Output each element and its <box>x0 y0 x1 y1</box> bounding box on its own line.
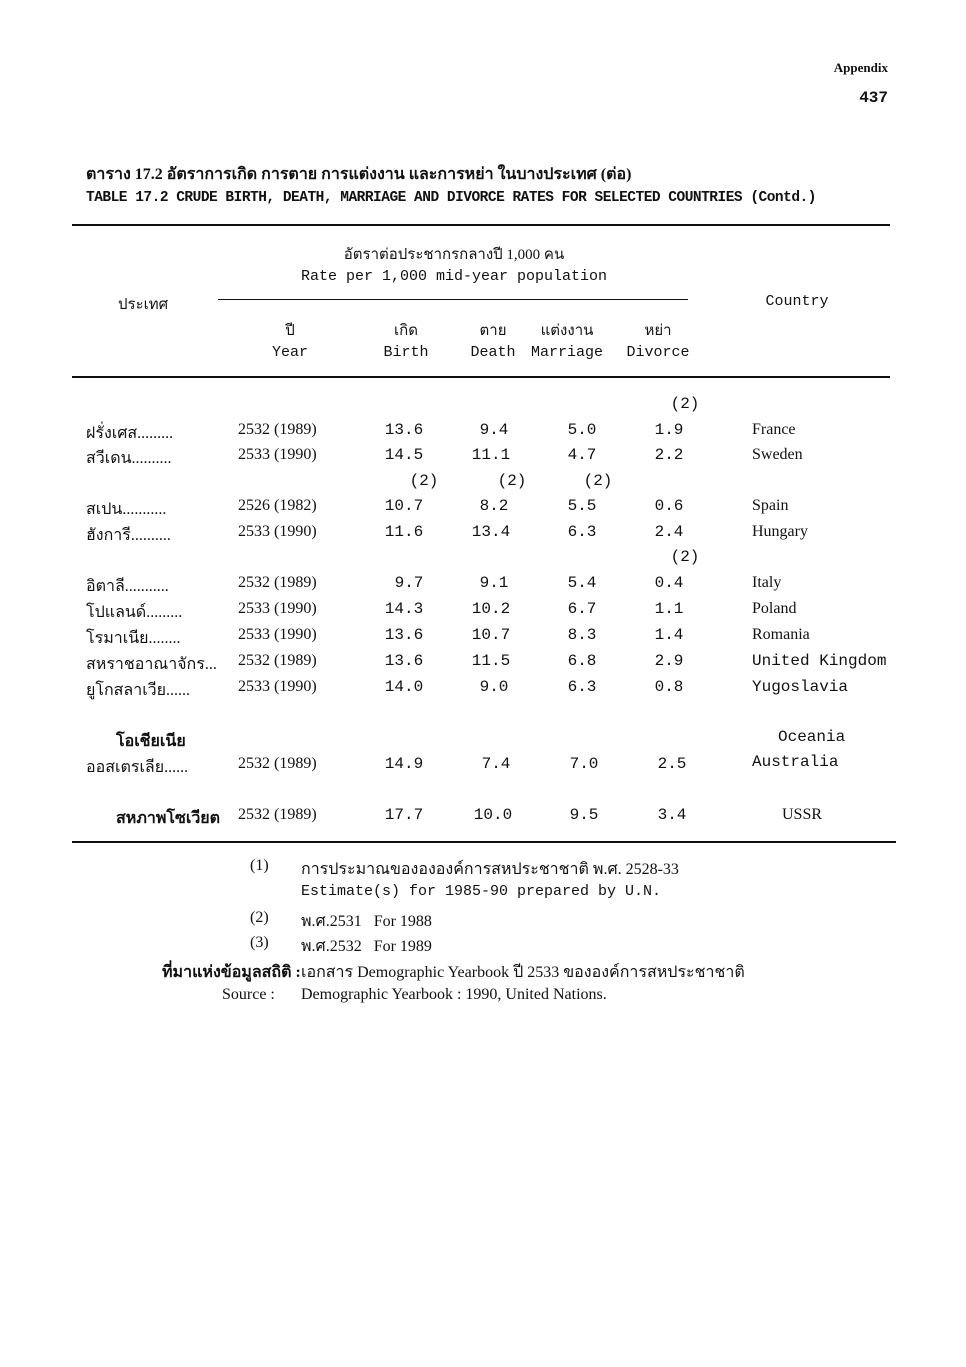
row-year: 2526 (1982) <box>238 497 317 514</box>
row-birth: 14.3 <box>384 600 424 618</box>
row-divorce: 1.1 <box>654 600 684 618</box>
note-mark: (2) <box>409 472 439 490</box>
row-birth: 13.6 <box>384 626 424 644</box>
row-country-thai: ฝรั่งเศส......... <box>86 425 174 442</box>
row-country-english: Sweden <box>752 446 803 463</box>
source-text-english: Demographic Yearbook : 1990, United Nations. <box>301 986 607 1003</box>
row-death: 11.1 <box>471 446 511 464</box>
row-marriage: 5.4 <box>567 574 597 592</box>
footnote-text: Estimate(s) for 1985-90 prepared by U.N. <box>301 883 662 900</box>
row-birth: 11.6 <box>384 523 424 541</box>
row-country-thai: โรมาเนีย........ <box>86 630 181 647</box>
region-label-thai: โอเชียเนีย <box>116 733 186 750</box>
row-year: 2532 (1989) <box>238 421 317 438</box>
col-year-english: Year <box>271 344 309 361</box>
row-country-english: France <box>752 421 796 438</box>
row-marriage: 9.5 <box>569 806 599 824</box>
row-marriage: 5.0 <box>567 421 597 439</box>
note-mark: (2) <box>497 472 527 490</box>
section-label: Appendix <box>833 60 888 75</box>
footnote-text: พ.ศ.2532 For 1989 <box>301 938 432 955</box>
row-birth: 14.0 <box>384 678 424 696</box>
row-country-english: United Kingdom <box>752 652 887 670</box>
table-title-english: TABLE 17.2 CRUDE BIRTH, DEATH, MARRIAGE AND DIVORCE RATES FOR SELECTED COUNTRIES (Contd.) <box>86 190 816 206</box>
rate-span-rule <box>218 299 688 300</box>
row-birth: 17.7 <box>384 806 424 824</box>
row-country-thai: ออสเตรเลีย...... <box>86 759 189 776</box>
row-country-thai: โปแลนด์......... <box>86 604 183 621</box>
row-year: 2532 (1989) <box>238 574 317 591</box>
footnote-text: การประมาณของององค์การสหประชาชาติ พ.ศ. 2528-33 <box>301 861 679 878</box>
row-divorce: 2.5 <box>657 755 687 773</box>
row-year: 2533 (1990) <box>238 600 317 617</box>
row-divorce: 2.4 <box>654 523 684 541</box>
row-birth: 14.9 <box>384 755 424 773</box>
row-birth: 13.6 <box>384 652 424 670</box>
table-bottom-rule <box>72 841 896 843</box>
header-bottom-rule <box>72 376 890 378</box>
row-country-english: Italy <box>752 574 782 591</box>
footnote-text: พ.ศ.2531 For 1988 <box>301 913 432 930</box>
col-birth-english: Birth <box>383 344 429 361</box>
note-mark: (2) <box>670 395 700 413</box>
row-country-thai: สหราชอาณาจักร... <box>86 656 217 673</box>
row-marriage: 6.3 <box>567 678 597 696</box>
country-header-english: Country <box>765 293 829 310</box>
row-country-english: Yugoslavia <box>752 678 849 696</box>
row-birth: 14.5 <box>384 446 424 464</box>
country-header-thai: ประเทศ <box>118 297 169 313</box>
rate-header-english: Rate per 1,000 mid-year population <box>300 268 608 285</box>
col-birth-thai: เกิด <box>394 323 418 339</box>
footnote-mark: (1) <box>250 857 269 874</box>
row-country-english: Poland <box>752 600 797 617</box>
row-country-english: Spain <box>752 497 789 514</box>
row-marriage: 4.7 <box>567 446 597 464</box>
row-death: 8.2 <box>479 497 509 515</box>
col-marriage-thai: แต่งงาน <box>540 323 594 339</box>
col-year-thai: ปี <box>285 323 295 339</box>
row-year: 2533 (1990) <box>238 523 317 540</box>
row-divorce: 2.9 <box>654 652 684 670</box>
row-country-english: USSR <box>782 806 823 823</box>
row-divorce: 0.8 <box>654 678 684 696</box>
row-year: 2532 (1989) <box>238 652 317 669</box>
row-marriage: 6.8 <box>567 652 597 670</box>
page-number: 437 <box>859 89 888 107</box>
col-divorce-thai: หย่า <box>644 323 672 339</box>
row-birth: 9.7 <box>394 574 424 592</box>
row-country-english: Romania <box>752 626 810 643</box>
row-marriage: 7.0 <box>569 755 599 773</box>
col-marriage-english: Marriage <box>530 344 604 361</box>
row-year: 2532 (1989) <box>238 755 317 772</box>
row-death: 11.5 <box>471 652 511 670</box>
row-birth: 10.7 <box>384 497 424 515</box>
note-mark: (2) <box>583 472 613 490</box>
row-year: 2533 (1990) <box>238 446 317 463</box>
row-marriage: 8.3 <box>567 626 597 644</box>
row-divorce: 1.9 <box>654 421 684 439</box>
footnote-mark: (2) <box>250 909 269 926</box>
row-death: 9.4 <box>479 421 509 439</box>
row-country-thai: สเปน........... <box>86 501 167 518</box>
row-marriage: 5.5 <box>567 497 597 515</box>
footnote-mark: (3) <box>250 934 269 951</box>
col-divorce-english: Divorce <box>626 344 690 361</box>
row-country-thai: ยูโกสลาเวีย...... <box>86 682 191 699</box>
source-label-thai: ที่มาแห่งข้อมูลสถิติ : <box>162 964 301 981</box>
row-death: 10.0 <box>473 806 513 824</box>
row-death: 10.2 <box>471 600 511 618</box>
row-country-english: Australia <box>752 753 839 771</box>
row-divorce: 0.6 <box>654 497 684 515</box>
row-death: 13.4 <box>471 523 511 541</box>
row-birth: 13.6 <box>384 421 424 439</box>
row-year: 2533 (1990) <box>238 626 317 643</box>
row-death: 7.4 <box>481 755 511 773</box>
row-death: 9.1 <box>479 574 509 592</box>
rate-header-thai: อัตราต่อประชากรกลางปี 1,000 คน <box>343 247 565 263</box>
row-year: 2532 (1989) <box>238 806 317 823</box>
col-death-thai: ตาย <box>479 323 507 339</box>
row-country-thai: สหภาพโซเวียต <box>116 810 221 827</box>
source-label-english: Source : <box>222 986 275 1003</box>
top-rule <box>72 224 890 226</box>
note-mark: (2) <box>670 548 700 566</box>
row-country-thai: สวีเดน.......... <box>86 450 172 467</box>
row-country-thai: ฮังการี.......... <box>86 527 171 544</box>
region-label-english: Oceania <box>778 728 846 746</box>
row-divorce: 0.4 <box>654 574 684 592</box>
row-marriage: 6.7 <box>567 600 597 618</box>
col-death-english: Death <box>470 344 516 361</box>
row-country-english: Hungary <box>752 523 808 540</box>
row-divorce: 1.4 <box>654 626 684 644</box>
row-death: 10.7 <box>471 626 511 644</box>
row-year: 2533 (1990) <box>238 678 317 695</box>
row-death: 9.0 <box>479 678 509 696</box>
row-country-thai: อิตาลี........... <box>86 578 169 595</box>
source-text-thai: เอกสาร Demographic Yearbook ปี 2533 ขององค์การสหประชาชาติ <box>301 964 745 981</box>
row-divorce: 2.2 <box>654 446 684 464</box>
row-divorce: 3.4 <box>657 806 687 824</box>
row-marriage: 6.3 <box>567 523 597 541</box>
table-title-thai: ตาราง 17.2 อัตราการเกิด การตาย การแต่งงาน และการหย่า ในบางประเทศ (ต่อ) <box>86 166 632 183</box>
